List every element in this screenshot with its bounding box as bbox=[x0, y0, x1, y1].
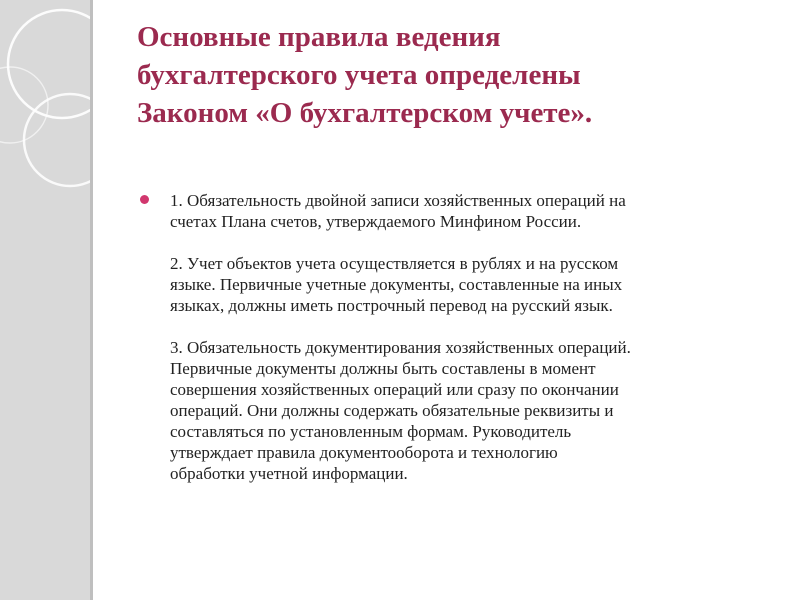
text-line: операций. Они должны содержать обязательные реквизиты и bbox=[170, 401, 614, 420]
text-line: языках, должны иметь построчный перевод на русский язык. bbox=[170, 296, 613, 315]
text-line: языке. Первичные учетные документы, составленные на иных bbox=[170, 275, 623, 294]
slide-body bbox=[140, 190, 780, 484]
title-line: бухгалтерского учета определены bbox=[137, 59, 581, 91]
text-line: обработки учетной информации. bbox=[170, 464, 408, 483]
title-line: Основные правила ведения bbox=[137, 21, 501, 53]
sidebar-divider bbox=[90, 0, 93, 600]
text-line: совершения хозяйственных операций или сразу по окончании bbox=[170, 380, 619, 399]
decorative-sidebar bbox=[0, 0, 90, 600]
paragraph-1 bbox=[170, 190, 780, 232]
text-line: 1. Обязательность двойной записи хозяйственных операций на bbox=[170, 191, 626, 210]
text-line: составляться по установленным формам. Руководитель bbox=[170, 422, 572, 441]
decorative-circles-icon bbox=[0, 0, 90, 600]
paragraph-2 bbox=[170, 253, 780, 316]
text-line: утверждает правила документооборота и технологию bbox=[170, 443, 558, 462]
text-line: счетах Плана счетов, утверждаемого Минфином России. bbox=[170, 212, 582, 231]
text-line: 2. Учет объектов учета осуществляется в рублях и на русском bbox=[170, 254, 619, 273]
text-line: Первичные документы должны быть составлены в момент bbox=[170, 359, 596, 378]
paragraph-3 bbox=[170, 337, 780, 484]
slide-title bbox=[137, 18, 777, 132]
text-line: 3. Обязательность документирования хозяйственных операций. bbox=[170, 338, 631, 357]
bullet-icon bbox=[140, 195, 149, 204]
title-line: Законом «О бухгалтерском учете». bbox=[137, 97, 593, 129]
